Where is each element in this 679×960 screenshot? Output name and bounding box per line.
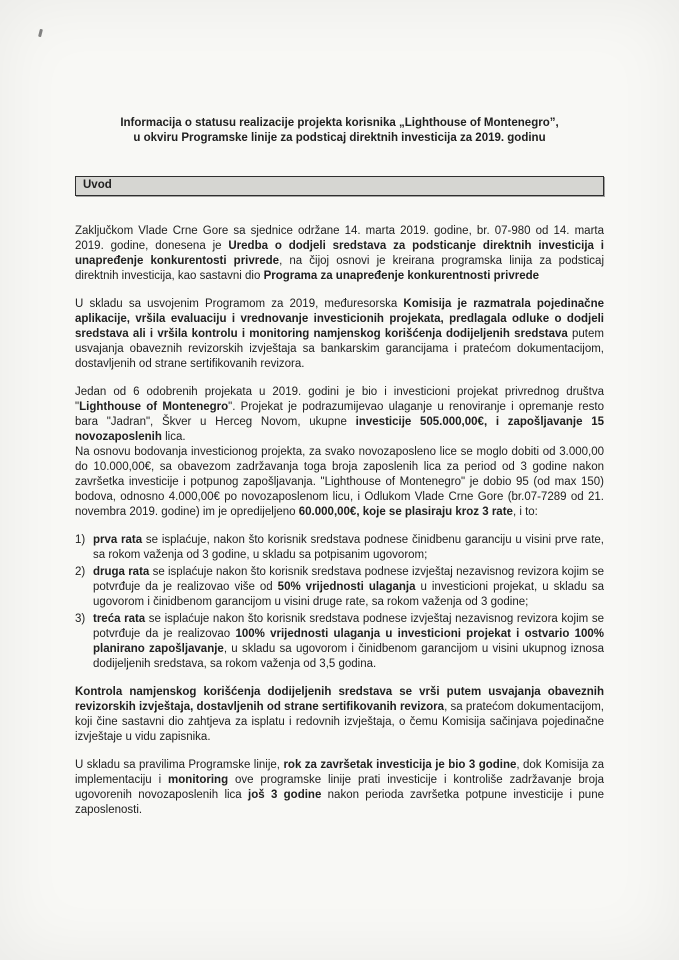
section-header-label: Uvod bbox=[83, 179, 112, 191]
paragraph-project-overview: Jedan od 6 odobrenih projekata u 2019. godini je bio i investicioni projekat privrednog društva "Lighthouse of Montenegro". Projekat je podrazumijevao ulaganje u renoviranje i opremanje resto bara "Jadran", Škver u Herceg Novom, ukupne investicije 505.000,00€, i zapošljavanje 15 novozaposlenih lica. bbox=[75, 386, 605, 443]
installments-list bbox=[75, 533, 604, 672]
paragraph-decree: Zaključkom Vlade Crne Gore sa sjednice održane 14. marta 2019. godine, br. 07-980 od 14. marta 2019. godine, donesena je Uredba o dodjeli sredstava za podsticanje direktnih investicija i unapređenje konkurentosti privrede, na čijoj osnovi je kreirana programska linija za podsticaj direktnih investicija, kao sastavni dio Programa za unapređenje konkurentnosti privrede bbox=[75, 225, 605, 282]
scan-artifact bbox=[38, 29, 43, 37]
list-item-second-installment bbox=[75, 565, 604, 610]
page-title bbox=[75, 116, 604, 146]
section-header-uvod bbox=[75, 176, 604, 196]
list-item-text: prva rata se isplaćuje, nakon što korisnik sredstava podnese činidbenu garanciju u visini prve rate, sa rokom važenja od 3 godine, u skladu sa potpisanim ugovorom; bbox=[93, 534, 604, 561]
paragraph-deadline-monitoring: U skladu sa pravilima Programske linije, rok za završetak investicija je bio 3 godine, dok Komisija za implementaciju i monitoring ove programske linije prati investicije i kontroliše zadržavanje broja ugovorenih novozaposlenih lica još 3 godine nakon perioda završetka potpune investicije i pune zaposlenosti. bbox=[75, 759, 604, 816]
list-item-number: 2) bbox=[75, 566, 86, 578]
list-item-text: treća rata se isplaćuje nakon što korisnik sredstava podnese izvještaj nezavisnog revizora kojim se potvrđuje da je realizovao 100% vrijednosti ulaganja u investicioni projekat i ostvario 100% planirano zapošljavanje, u skladu sa ugovorom i činidbenom garancijom u visini ukupnog iznosa dodijeljenih sredstava, sa rokom važenja od 3,5 godina. bbox=[93, 613, 605, 670]
paragraph-commission: U skladu sa usvojenim Programom za 2019, međuresorska Komisija je razmatrala pojedinačne aplikacije, vršila evaluaciju i vrednovanje investicionih projekata, predlagala odluke o dodjeli sredstava ali i vršila kontrolu i monitoring namjenskog korišćenja dodijeljenih sredstava putem usvajanja obaveznih revizorskih izvještaja sa bankarskim garancijama i pratećom dokumentacijom, dostavljenih od strane sertifikovanih revizora. bbox=[75, 298, 604, 370]
paragraph-scoring-allocation: Na osnovu bodovanja investicionog projekta, za svako novozaposleno lice se moglo dobiti od 3.000,00 do 10.000,00€, sa obavezom zadržavanja toga broja zaposlenih lica za period od 3 godine nakon završetka investicije i potpunog zapošljavanja. "Lighthouse of Montenegro" je dobio 95 (od max 150) bodova, odnosno 4.000,00€ po novozaposlenom licu, i Odlukom Vlade Crne Gore (br.07-7289 od 21. novembra 2019. godine) im je opredijeljeno 60.000,00€, koje se plasiraju kroz 3 rate, i to: bbox=[75, 446, 604, 518]
list-item-number: 3) bbox=[75, 613, 86, 625]
paragraph-control: Kontrola namjenskog korišćenja dodijeljenih sredstava se vrši putem usvajanja obaveznih revizorskih izvještaja, dostavljenih od strane sertifikovanih revizora, sa pratećom dokumentacijom, koji čine sastavni dio zahtjeva za isplatu i redovnih izvještaja, o čemu Komisija sačinjava pojedinačne izvještaje u vidu zapisnika. bbox=[75, 686, 604, 743]
title-line-2: u okviru Programske linije za podsticaj direktnih investicija za 2019. godinu bbox=[133, 132, 546, 144]
list-item-first-installment bbox=[75, 533, 604, 563]
list-item-number: 1) bbox=[75, 534, 86, 546]
list-item-text: druga rata se isplaćuje nakon što korisnik sredstava podnese izvještaj nezavisnog revizora kojim se potvrđuje da je realizovao više od 50% vrijednosti ulaganja u investicioni projekat, u skladu sa ugovorom i činidbenom garancijom u visini druge rate, sa rokom važenja od 3 godine; bbox=[93, 566, 604, 608]
list-item-third-installment bbox=[75, 612, 604, 672]
title-line-1: Informacija o statusu realizacije projekta korisnika „Lighthouse of Montenegro”, bbox=[120, 117, 559, 129]
document-body bbox=[75, 0, 604, 818]
